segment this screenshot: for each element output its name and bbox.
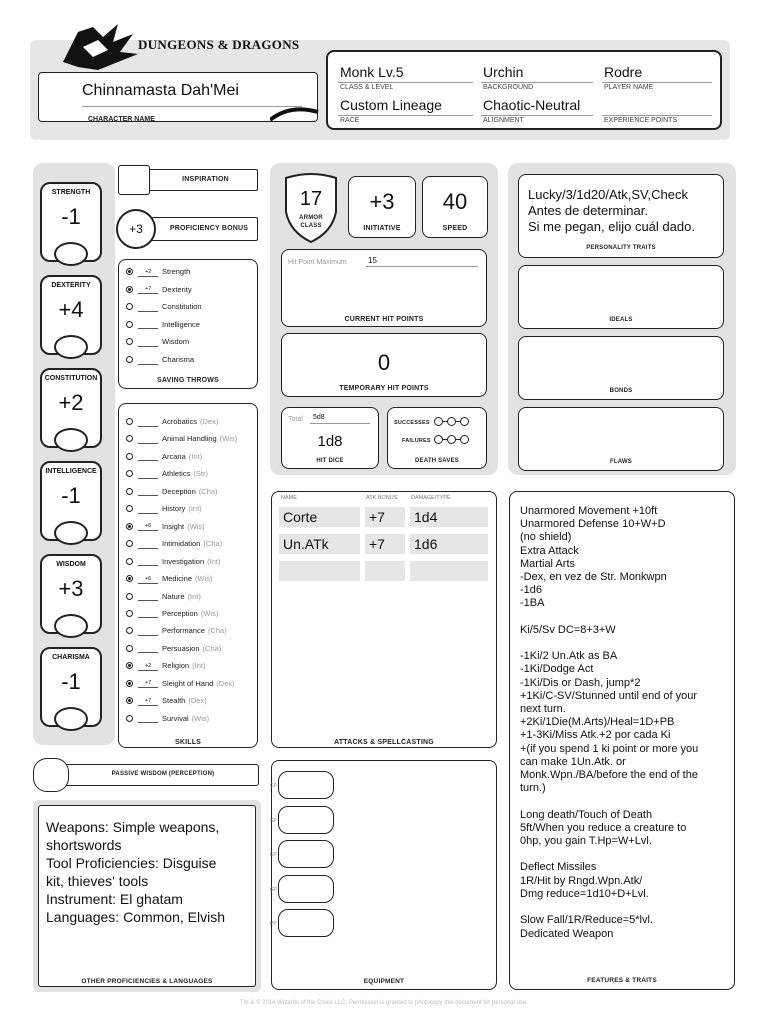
skill-row[interactable] (126, 413, 218, 430)
attacks-title: ATTACKS & SPELLCASTING (334, 739, 434, 746)
armor-class-shield[interactable] (280, 172, 342, 244)
ability-wisdom[interactable] (40, 554, 102, 634)
ability-score-oval[interactable] (54, 521, 88, 545)
player-name-value[interactable]: Rodre (604, 64, 643, 80)
proficiency-dot-icon[interactable] (126, 593, 133, 600)
copyright-footer: TM & © 2014 Wizards of the Coast LLC. Permission is granted to photocopy this document for personal use. (240, 1000, 528, 1006)
proficiencies-box[interactable] (38, 805, 256, 987)
skill-name: Athletics (162, 469, 191, 479)
saving-throw-row[interactable] (126, 281, 192, 298)
skill-value[interactable] (138, 608, 158, 618)
initiative-box[interactable] (348, 176, 416, 238)
skill-row[interactable] (126, 465, 208, 482)
saving-throw-name: Intelligence (162, 319, 200, 329)
attack-bonus-cell[interactable]: +7 (365, 507, 405, 527)
success-bubble-icon[interactable] (447, 417, 456, 426)
proficiency-dot-icon[interactable] (126, 575, 133, 582)
coin-label: PP (270, 921, 277, 927)
success-bubbles[interactable] (434, 417, 469, 426)
temp-hp-box[interactable] (281, 333, 487, 397)
skill-row[interactable] (126, 535, 222, 552)
skill-value[interactable]: +6 (138, 574, 158, 584)
dnd-logo (58, 22, 328, 72)
proficiency-dot-icon[interactable] (126, 610, 133, 617)
failures-label: FAILURES (402, 438, 431, 444)
skill-row[interactable] (126, 518, 205, 535)
skill-row[interactable] (126, 605, 218, 622)
hp-max-value[interactable]: 15 (368, 256, 377, 265)
background-label: BACKGROUND (483, 84, 534, 91)
saving-throws-title: SAVING THROWS (157, 377, 219, 384)
alignment-value[interactable]: Chaotic-Neutral (483, 97, 581, 113)
skill-name: History (162, 504, 186, 514)
skill-name: Arcana (162, 451, 186, 461)
armor-class-value: 17 (299, 188, 323, 210)
proficiency-dot-icon[interactable] (126, 268, 133, 275)
saving-throw-row[interactable] (126, 263, 190, 280)
race-line (338, 115, 473, 116)
speed-label: SPEED (442, 225, 468, 232)
proficiency-dot-icon[interactable] (126, 697, 133, 704)
proficiency-dot-icon[interactable] (126, 453, 133, 460)
skill-name: Sleight of Hand (162, 678, 214, 688)
ability-score-oval[interactable] (54, 707, 88, 731)
skill-row[interactable] (126, 640, 221, 657)
attacks-col-damage: DAMAGE/TYPE (411, 495, 451, 501)
armor-class-label: ARMOR CLASS (299, 215, 323, 229)
attack-name-cell[interactable] (279, 561, 360, 581)
features-text: Unarmored Movement +10ft Unarmored Defense 10+W+D (no shield) Extra Attack Martial Arts -Dex, en vez de Str. Monkwpn -1d6 -1BA Ki/5/Sv DC=8+3+W -1Ki/2 Un.Atk as BA -1Ki/Dodge Act -1Ki/Dis or Dash, jump*2 +1Ki/C-SV/Stunned until end of your next turn. +2Ki/1Die(M.Arts)/Heal=1D+PB +1-3Ki/Miss Atk.+2 por cada Ki +(if you spend 1 ki point or more you can make 1Un.Atk. or Monk.Wpn./BA/before the end of the turn.) Long death/Touch of Death 5ft/When you reduce a creature to 0hp, you gain T.Hp=W+Lvl. Deflect Missiles 1R/Hit by Rngd.Wpn.Atk/ Dmg reduce=1d10+D+Lvl. Slow Fall/1R/Reduce=5*lvl. Dedicated Weapon (520, 505, 699, 940)
skill-row[interactable] (126, 430, 237, 447)
saving-throw-value[interactable]: +2 (138, 267, 158, 277)
skill-ability: (Wis) (195, 574, 213, 584)
ideals-label: IDEALS (609, 317, 633, 323)
skill-value[interactable]: +2 (138, 661, 158, 671)
ability-dexterity[interactable] (40, 275, 102, 355)
skill-value[interactable] (138, 713, 158, 723)
proficiency-dot-icon[interactable] (126, 558, 133, 565)
features-box[interactable] (509, 491, 735, 990)
hit-dice-total-value[interactable]: 5d8 (313, 414, 325, 421)
logo-text: DUNGEONS & DRAGONS (138, 37, 300, 52)
attack-damage-cell[interactable] (410, 561, 488, 581)
character-name-label: CHARACTER NAME (88, 116, 155, 123)
proficiency-value: +3 (129, 222, 143, 236)
experience-line (602, 115, 712, 116)
skill-name: Animal Handling (162, 434, 217, 444)
proficiency-dot-icon[interactable] (126, 338, 133, 345)
coins-list (270, 771, 338, 931)
attack-bonus-cell[interactable]: +7 (365, 534, 405, 554)
current-hp-label: CURRENT HIT POINTS (344, 316, 424, 323)
proficiency-dot-icon[interactable] (126, 321, 133, 328)
proficiency-circle[interactable] (116, 209, 156, 249)
proficiency-dot-icon[interactable] (126, 303, 133, 310)
skill-row[interactable] (126, 570, 213, 587)
death-saves-label: DEATH SAVES (415, 458, 459, 464)
ability-name: WISDOM (56, 561, 86, 568)
skill-name: Investigation (162, 556, 205, 566)
ability-score-oval[interactable] (54, 242, 88, 266)
character-name-value[interactable]: Chinnamasta Dah'Mei (82, 82, 239, 99)
ability-modifier: -1 (61, 669, 81, 694)
failure-bubbles[interactable] (434, 435, 469, 444)
features-label: FEATURES & TRAITS (587, 977, 657, 984)
skill-ability: (Str) (193, 469, 208, 479)
current-hp-box[interactable] (281, 249, 487, 327)
hit-dice-value: 1d8 (317, 433, 343, 450)
skill-name: Medicine (162, 574, 193, 584)
personality-traits-label: PERSONALITY TRAITS (586, 245, 656, 251)
player-name-line (602, 82, 712, 83)
ability-name: STRENGTH (51, 189, 91, 196)
proficiency-dot-icon[interactable] (126, 523, 133, 530)
coin-gp-box[interactable] (278, 875, 334, 903)
proficiency-dot-icon[interactable] (126, 356, 133, 363)
skill-ability: (Int) (192, 661, 206, 671)
skill-row[interactable] (126, 657, 205, 674)
skills-list (118, 413, 258, 733)
skill-ability: (Cha) (203, 539, 223, 549)
skill-row[interactable] (126, 588, 201, 605)
saving-throw-row[interactable] (126, 316, 200, 333)
ability-constitution[interactable] (40, 368, 102, 448)
ideals-box[interactable] (518, 265, 724, 329)
passive-wisdom-label: PASSIVE WISDOM (PERCEPTION) (111, 771, 215, 777)
coin-label: GP (270, 886, 278, 893)
skill-name: Nature (162, 591, 185, 601)
saving-throw-value[interactable] (138, 337, 158, 347)
proficiency-label: PROFICIENCY BONUS (169, 225, 249, 232)
alignment-label: ALIGNMENT (483, 117, 524, 124)
personality-traits-value: Lucky/3/1d20/Atk,SV,Check Antes de determinar. Si me pegan, elijo cuál dado. (528, 187, 695, 234)
race-value[interactable]: Custom Lineage (340, 97, 442, 113)
inspiration-checkbox[interactable] (118, 165, 150, 195)
skill-row[interactable] (126, 500, 202, 517)
ability-name: CHARISMA (52, 654, 90, 661)
skill-ability: (Wis) (191, 713, 210, 723)
hit-dice-box[interactable] (281, 407, 379, 469)
proficiency-row (116, 209, 260, 249)
skill-name: Acrobatics (162, 417, 198, 426)
coin-cp-box[interactable] (278, 771, 334, 799)
dragon-icon (58, 22, 148, 72)
skill-ability: (Wis) (219, 434, 238, 444)
skill-value[interactable] (138, 434, 158, 444)
passive-wisdom-value-box[interactable] (33, 758, 69, 792)
attacks-col-name: NAME (281, 495, 297, 501)
inspiration-label: INSPIRATION (182, 176, 229, 183)
skill-ability: (Dex) (188, 696, 207, 706)
temp-hp-value: 0 (377, 350, 391, 375)
proficiency-dot-icon[interactable] (126, 435, 133, 442)
skill-ability: (Dex) (216, 678, 235, 688)
saving-throw-value[interactable]: +7 (138, 284, 158, 294)
success-bubble-icon[interactable] (434, 417, 443, 426)
skill-name: Performance (162, 626, 205, 636)
inspiration-row (118, 165, 260, 195)
saving-throw-name: Wisdom (162, 337, 190, 347)
failure-bubble-icon[interactable] (447, 435, 456, 444)
proficiencies-text: Weapons: Simple weapons, shortswords Tool Proficiencies: Disguise kit, thieves' tools Instrument: El ghatam Languages: Common, Elvish (46, 819, 225, 925)
speed-box[interactable] (422, 176, 488, 238)
skill-row[interactable] (126, 675, 235, 692)
skill-ability: (Wis) (200, 608, 219, 618)
skill-value[interactable]: +6 (138, 521, 158, 531)
skill-value[interactable] (138, 643, 158, 653)
proficiency-dot-icon[interactable] (126, 680, 133, 687)
initiative-value: +3 (369, 189, 395, 214)
skill-value[interactable] (138, 556, 158, 566)
proficiencies-label: OTHER PROFICIENCIES & LANGUAGES (81, 978, 213, 985)
saving-throw-name: Charisma (162, 355, 195, 364)
background-line (481, 82, 593, 83)
skill-ability: (Cha) (198, 486, 218, 496)
coin-sp-box[interactable] (278, 806, 334, 834)
skill-ability: (Int) (188, 451, 203, 461)
skill-row[interactable] (126, 448, 202, 465)
skill-ability: (Int) (207, 556, 221, 566)
skill-name: Deception (162, 486, 196, 496)
death-saves-box (387, 407, 487, 469)
background-value[interactable]: Urchin (483, 64, 524, 80)
ability-strength[interactable] (40, 182, 102, 262)
ability-name: CONSTITUTION (44, 375, 98, 382)
ability-modifier: -1 (61, 483, 81, 508)
ability-name: INTELLIGENCE (45, 468, 97, 475)
skill-value[interactable] (138, 417, 158, 427)
skill-name: Perception (162, 608, 198, 618)
speed-value: 40 (442, 189, 468, 214)
skill-name: Intimidation (162, 539, 201, 549)
attacks-col-bonus: ATK BONUS (366, 495, 398, 501)
saving-throw-row[interactable] (126, 333, 189, 350)
skill-row[interactable] (126, 692, 207, 709)
skill-name: Persuasion (162, 643, 200, 653)
proficiency-dot-icon[interactable] (126, 645, 133, 652)
ability-score-oval[interactable] (54, 335, 88, 359)
skill-name: Insight (162, 521, 185, 531)
attack-bonus-cell[interactable] (365, 561, 405, 581)
ability-charisma[interactable] (40, 647, 102, 727)
skill-row[interactable] (126, 483, 218, 500)
ability-score-oval[interactable] (54, 614, 88, 638)
skill-ability: (Dex) (200, 417, 219, 426)
attacks-box (271, 491, 497, 748)
coin-label: EP (270, 852, 277, 858)
proficiency-dot-icon[interactable] (126, 627, 133, 634)
hp-max-line (366, 266, 478, 267)
saving-throw-row[interactable] (126, 298, 202, 315)
proficiency-dot-icon[interactable] (126, 286, 133, 293)
equipment-label: EQUIPMENT (363, 978, 405, 985)
skill-ability: (Wis) (187, 521, 205, 531)
ability-modifier: +2 (58, 390, 84, 415)
ability-score-oval[interactable] (54, 428, 88, 452)
success-bubble-icon[interactable] (460, 417, 469, 426)
proficiency-dot-icon[interactable] (126, 505, 133, 512)
attack-name-cell[interactable]: Corte (279, 507, 360, 527)
class-level-line (338, 82, 473, 83)
saving-throws-list (118, 263, 258, 373)
experience-label: EXPERIENCE POINTS (604, 117, 678, 124)
proficiency-dot-icon[interactable] (126, 418, 133, 425)
attack-damage-cell[interactable]: 1d6 (410, 534, 488, 554)
skill-row[interactable] (126, 553, 220, 570)
banner-scroll-deco (270, 102, 320, 122)
saving-throw-name: Constitution (162, 302, 202, 312)
race-label: RACE (340, 117, 360, 124)
coin-label: SP (270, 817, 277, 824)
coin-label: CP (270, 783, 277, 789)
coin-ep-box[interactable] (278, 840, 334, 868)
coin-pp-box[interactable] (278, 909, 334, 937)
skill-name: Survival (162, 713, 189, 723)
saving-throw-name: Strength (162, 267, 191, 276)
alignment-line (481, 115, 593, 116)
skill-value[interactable] (138, 486, 158, 496)
skill-ability: (Cha) (207, 626, 227, 636)
ability-modifier: -1 (61, 204, 81, 229)
ability-name: DEXTERITY (51, 282, 91, 289)
personality-traits-box[interactable] (518, 174, 724, 258)
proficiency-dot-icon[interactable] (126, 540, 133, 547)
flaws-label: FLAWS (610, 459, 632, 465)
skill-row[interactable] (126, 622, 227, 639)
skill-value[interactable]: +7 (138, 696, 158, 706)
failure-bubble-icon[interactable] (434, 435, 443, 444)
proficiency-dot-icon[interactable] (126, 715, 133, 722)
passive-wisdom-row (33, 758, 259, 792)
ability-intelligence[interactable] (40, 461, 102, 541)
skill-value[interactable] (138, 626, 158, 636)
saving-throw-value[interactable] (138, 319, 158, 329)
character-name-line (82, 106, 302, 107)
skill-ability: (Int) (188, 504, 202, 514)
proficiency-dot-icon[interactable] (126, 470, 133, 477)
flaws-box[interactable] (518, 407, 724, 471)
skill-value[interactable] (138, 591, 158, 601)
skill-row[interactable] (126, 710, 209, 727)
successes-label: SUCCESSES (394, 420, 430, 426)
ability-modifier: +3 (58, 576, 84, 601)
skill-name: Religion (162, 661, 190, 671)
class-level-value[interactable]: Monk Lv.5 (340, 64, 404, 80)
skill-ability: (Int) (187, 591, 201, 601)
skill-ability: (Cha) (202, 643, 222, 653)
attack-damage-cell[interactable]: 1d4 (410, 507, 488, 527)
bonds-label: BONDS (609, 388, 633, 394)
proficiency-dot-icon[interactable] (126, 662, 133, 669)
scroll-curl-icon (270, 102, 320, 122)
skill-name: Stealth (162, 696, 186, 706)
hit-dice-total-line (310, 423, 370, 424)
player-name-label: PLAYER NAME (604, 84, 654, 91)
skill-value[interactable]: +7 (138, 678, 158, 688)
hp-max-label: Hit Point Maximum (288, 259, 347, 266)
saving-throw-value[interactable] (138, 302, 158, 312)
hit-dice-total-label: Total (288, 416, 303, 423)
skill-value[interactable] (138, 469, 158, 479)
class-level-label: CLASS & LEVEL (340, 84, 394, 91)
attack-name-cell[interactable]: Un.ATk (279, 534, 360, 554)
hit-dice-label: HIT DICE (316, 458, 344, 464)
skill-value[interactable] (138, 451, 158, 461)
saving-throw-name: Dexterity (162, 284, 192, 294)
skill-value[interactable] (138, 504, 158, 514)
saving-throw-value[interactable] (138, 355, 158, 365)
initiative-label: INITIATIVE (363, 225, 401, 232)
proficiency-dot-icon[interactable] (126, 488, 133, 495)
temp-hp-label: TEMPORARY HIT POINTS (339, 385, 429, 392)
saving-throw-row[interactable] (126, 351, 194, 368)
ability-modifier: +4 (58, 297, 84, 322)
bonds-box[interactable] (518, 336, 724, 400)
skill-value[interactable] (138, 539, 158, 549)
failure-bubble-icon[interactable] (460, 435, 469, 444)
skills-title: SKILLS (174, 739, 202, 746)
